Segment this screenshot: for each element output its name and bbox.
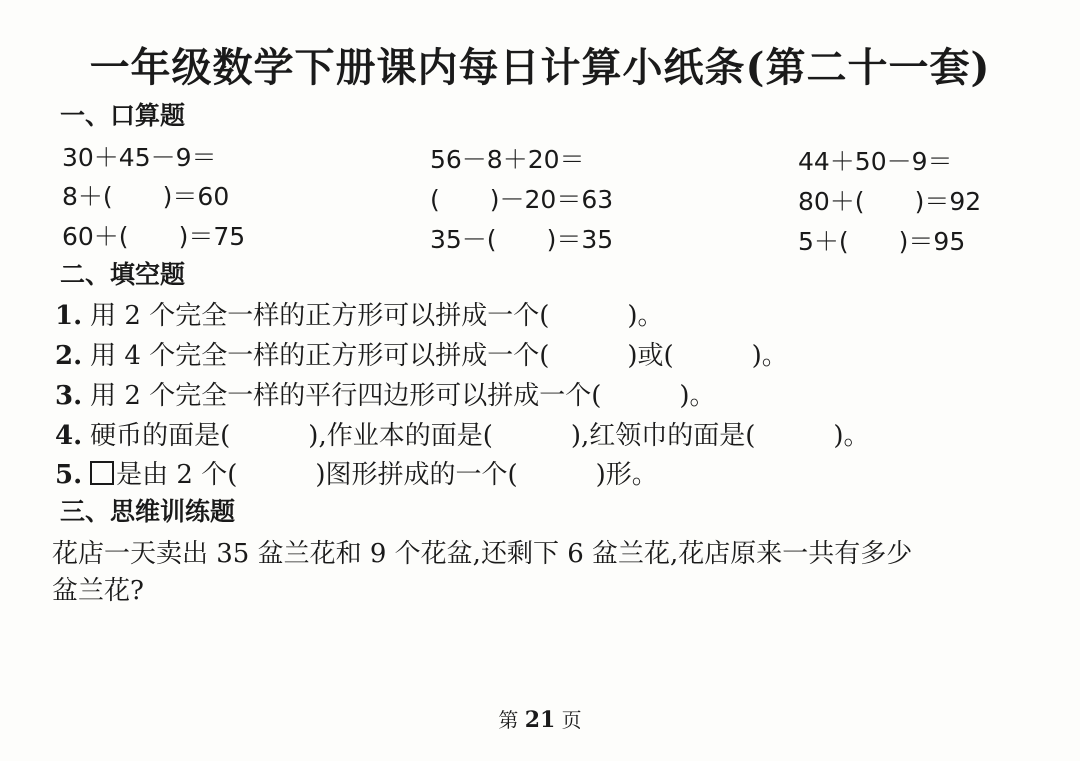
question-number: 4. <box>55 421 83 451</box>
section-heading-thinking: 三、思维训练题 <box>60 497 236 526</box>
page-prefix: 第 <box>498 708 519 732</box>
page-number-value: 21 <box>524 707 556 733</box>
fill-question-3 <box>55 375 716 412</box>
thinking-problem-line: 花店一天卖出 35 盆兰花和 9 个花盆,还剩下 6 盆兰花,花店原来一共有多少 <box>52 539 913 569</box>
oral-problem: 30＋45－9＝ <box>62 143 217 172</box>
oral-problem: 35－( )＝35 <box>430 225 614 254</box>
fill-question-5 <box>55 454 658 491</box>
question-text: 是由 2 个( )图形拼成的一个( )形。 <box>116 460 658 490</box>
page-title: 一年级数学下册课内每日计算小纸条(第二十一套) <box>89 44 991 91</box>
page-number <box>0 704 1080 733</box>
fill-question-2 <box>55 335 788 372</box>
oral-problem: 8＋( )＝60 <box>62 182 230 211</box>
oral-problem: 80＋( )＝92 <box>798 187 982 216</box>
question-number: 1. <box>55 301 83 331</box>
question-text: 硬币的面是( ),作业本的面是( ),红领巾的面是( )。 <box>90 421 870 451</box>
oral-problem: 56－8＋20＝ <box>430 145 585 174</box>
question-number: 5. <box>55 460 83 490</box>
page-suffix: 页 <box>561 708 582 732</box>
oral-problem: 44＋50－9＝ <box>798 147 953 176</box>
question-number: 2. <box>55 341 83 371</box>
question-text: 用 2 个完全一样的正方形可以拼成一个( )。 <box>90 301 664 331</box>
oral-problem: ( )－20＝63 <box>430 185 614 214</box>
oral-problem: 5＋( )＝95 <box>798 227 966 256</box>
section-heading-oral: 一、口算题 <box>60 101 186 130</box>
question-text: 用 2 个完全一样的平行四边形可以拼成一个( )。 <box>90 381 716 411</box>
oral-problem: 60＋( )＝75 <box>62 222 246 251</box>
thinking-problem-line: 盆兰花? <box>52 576 144 606</box>
fill-question-1 <box>55 295 664 332</box>
fill-question-4 <box>55 415 870 452</box>
question-text: 用 4 个完全一样的正方形可以拼成一个( )或( )。 <box>90 341 788 371</box>
square-shape-icon <box>90 461 114 485</box>
section-heading-fill: 二、填空题 <box>60 260 186 289</box>
question-number: 3. <box>55 381 83 411</box>
